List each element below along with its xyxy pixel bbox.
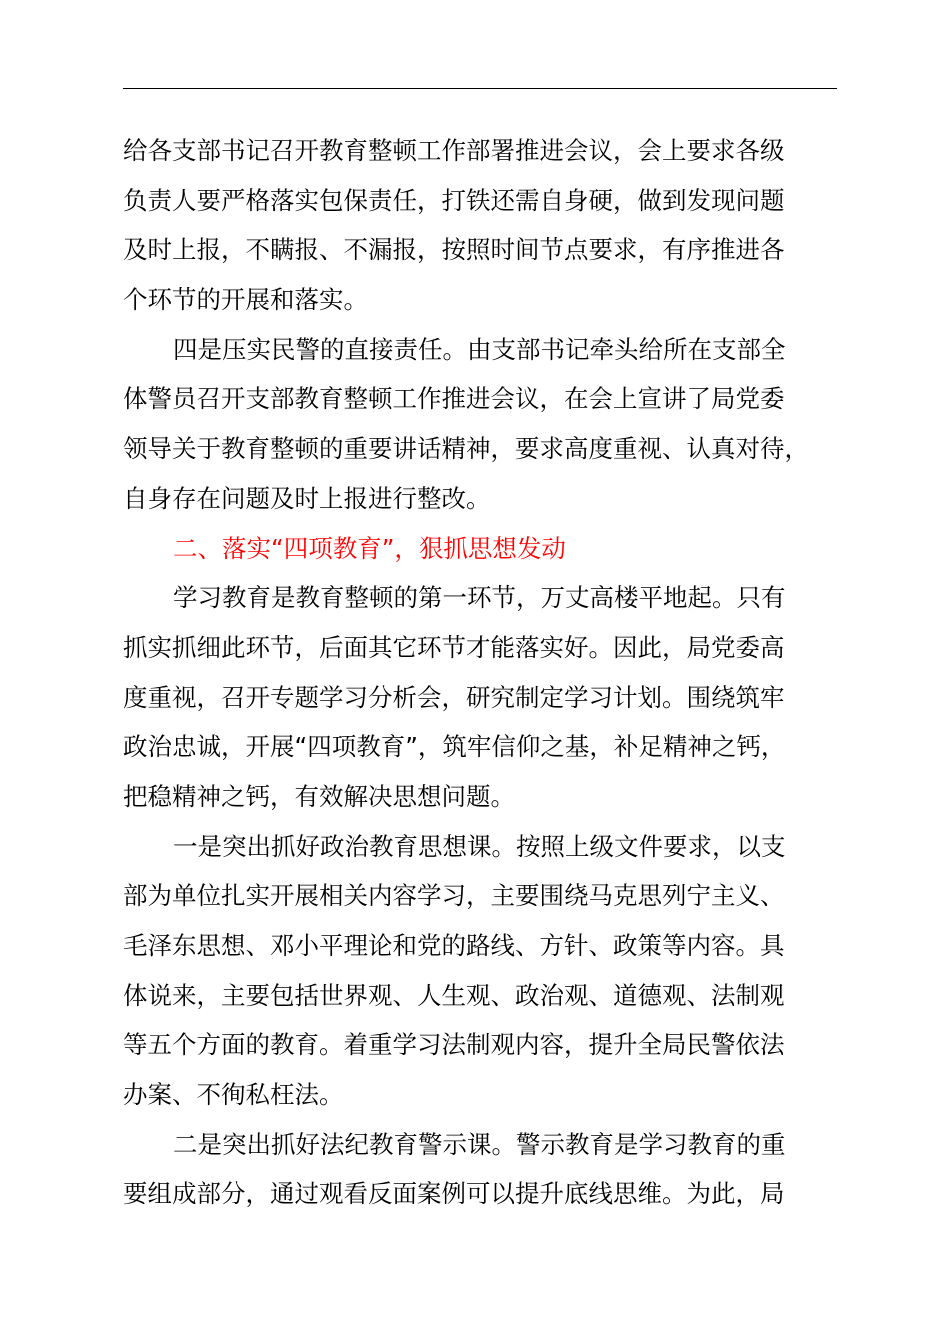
body-text-line: 政治忠诚，开展“四项教育”，筑牢信仰之基，补足精神之钙， bbox=[123, 732, 786, 762]
body-text-line: 领导关于教育整顿的重要讲话精神，要求高度重视、认真对待， bbox=[123, 434, 809, 464]
body-text-line: 体警员召开支部教育整顿工作推进会议，在会上宣讲了局党委 bbox=[123, 384, 785, 414]
body-text-line: 等五个方面的教育。着重学习法制观内容，提升全局民警依法 bbox=[123, 1030, 785, 1060]
body-text-line: 及时上报，不瞒报、不漏报，按照时间节点要求，有序推进各 bbox=[123, 235, 785, 265]
body-text-line: 学习教育是教育整顿的第一环节，万丈高楼平地起。只有 bbox=[173, 583, 786, 613]
body-text-line: 办案、不徇私枉法。 bbox=[123, 1080, 344, 1110]
body-text-line: 自身存在问题及时上报进行整改。 bbox=[123, 483, 491, 513]
document-body bbox=[123, 126, 858, 1219]
header-rule bbox=[123, 88, 837, 89]
body-text-line: 体说来，主要包括世界观、人生观、政治观、道德观、法制观 bbox=[123, 980, 785, 1010]
body-text-line: 个环节的开展和落实。 bbox=[123, 285, 368, 315]
body-text-line: 一是突出抓好政治教育思想课。按照上级文件要求，以支 bbox=[173, 831, 786, 861]
body-text-line: 二是突出抓好法纪教育警示课。警示教育是学习教育的重 bbox=[173, 1129, 786, 1159]
body-text-line: 给各支部书记召开教育整顿工作部署推进会议，会上要求各级 bbox=[123, 136, 785, 165]
body-text-line: 要组成部分，通过观看反面案例可以提升底线思维。为此，局 bbox=[123, 1179, 785, 1209]
section-heading: 二、落实“四项教育”，狠抓思想发动 bbox=[173, 533, 566, 563]
body-text-line: 负责人要严格落实包保责任，打铁还需自身硬，做到发现问题 bbox=[123, 185, 785, 215]
body-text-line: 把稳精神之钙，有效解决思想问题。 bbox=[123, 781, 515, 811]
body-text-line: 四是压实民警的直接责任。由支部书记牵头给所在支部全 bbox=[173, 334, 786, 364]
body-text-line: 部为单位扎实开展相关内容学习，主要围绕马克思列宁主义、 bbox=[123, 881, 785, 911]
body-text-line: 度重视，召开专题学习分析会，研究制定学习计划。围绕筑牢 bbox=[123, 682, 785, 712]
body-text-line: 抓实抓细此环节，后面其它环节才能落实好。因此，局党委高 bbox=[123, 632, 785, 662]
body-text-line: 毛泽东思想、邓小平理论和党的路线、方针、政策等内容。具 bbox=[123, 931, 785, 960]
